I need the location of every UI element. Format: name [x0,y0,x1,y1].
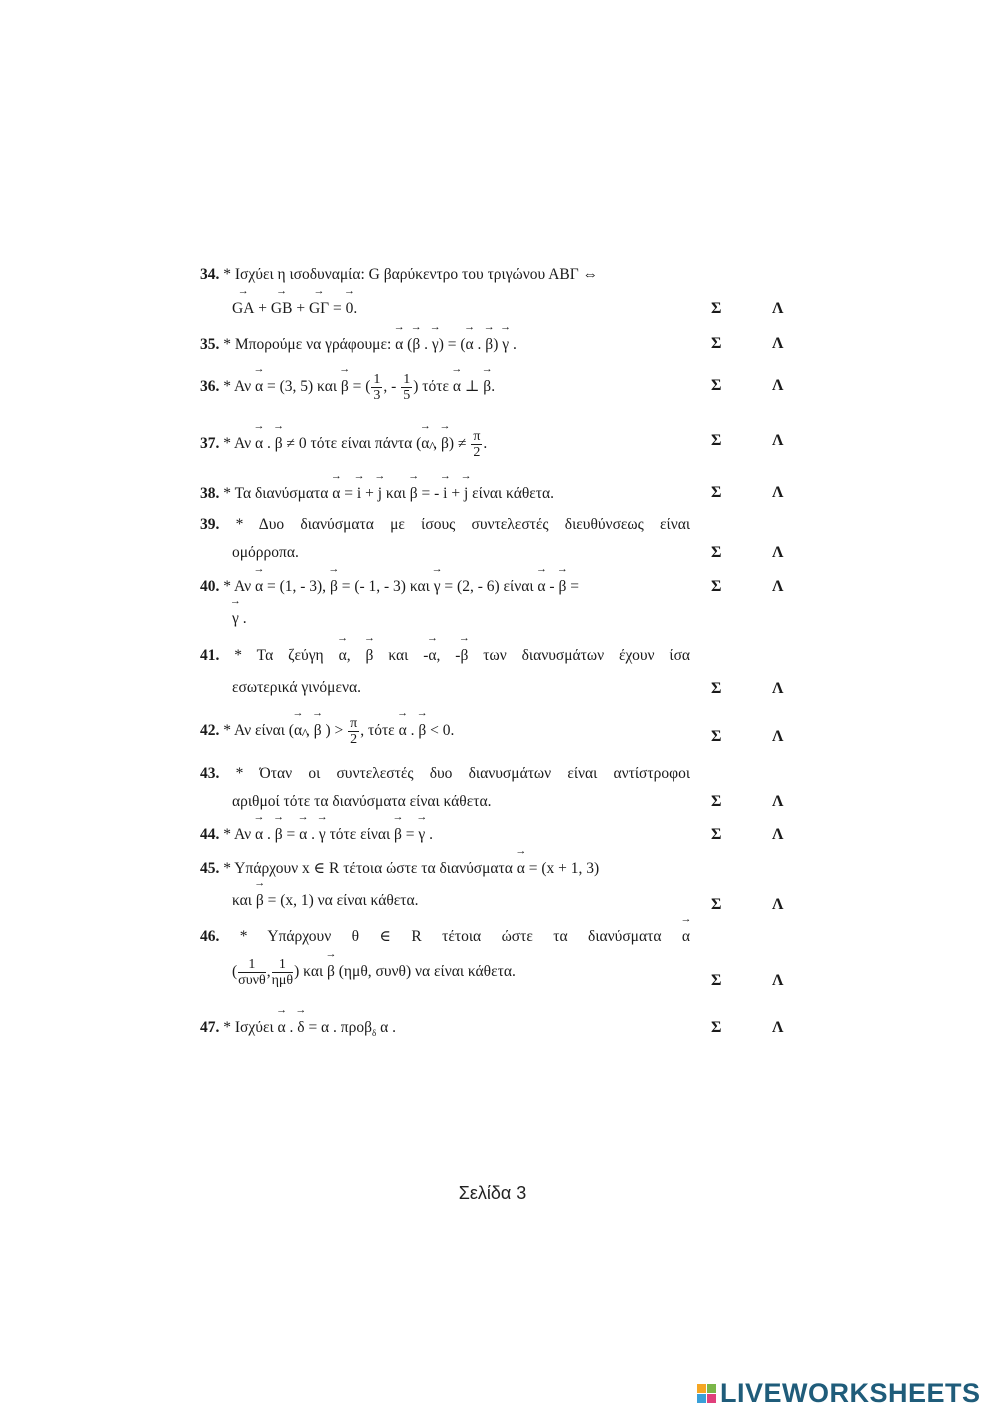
false-option-35[interactable]: Λ [772,335,784,352]
true-option-45[interactable]: Σ [711,896,722,913]
question-42: 42. * Αν είναι (→ α , → β ) > $\frac{\pi}{2}$ , τότε → α . → β < 0. [200,716,690,747]
true-option-39[interactable]: Σ [711,544,722,561]
question-44: 44. * Αν → α . → β = → α . → γ τότε είναι → β = → γ . [200,821,690,849]
question-43: 43. * Όταν οι συντελεστές δυο διανυσμάτων είναι αντίστροφοι αριθμοί τότε τα διανύσματα είναι κάθετα. [200,765,690,810]
question-36: 36. * Αν → α = (3, 5) και → β = ( $\frac{1}{3}$ , - $\frac{1}{5}$ ) τότε → α ⊥ → β. [200,372,690,403]
false-option-47[interactable]: Λ [772,1019,784,1036]
false-option-43[interactable]: Λ [772,793,784,810]
false-option-38[interactable]: Λ [772,484,784,501]
false-option-46[interactable]: Λ [772,972,784,989]
question-35: 35. * Μπορούμε να γράφουμε: → α (→ β . → γ) = (→ α . → β) → γ . [200,331,690,359]
liveworksheets-logo [697,1378,981,1408]
question-40: 40. * Αν → α = (1, - 3), → β = (- 1, - 3) και → γ = (2, - 6) είναι → α - → β = → γ . [200,573,690,633]
true-option-40[interactable]: Σ [711,578,722,595]
true-option-44[interactable]: Σ [711,826,722,843]
true-option-42[interactable]: Σ [711,728,722,745]
question-45: 45. * Υπάρχουν x ∈ R τέτοια ώστε τα διανύσματα → α = (x + 1, 3) και → β = (x, 1) να είναι κάθετα. [200,855,690,915]
true-option-46[interactable]: Σ [711,972,722,989]
true-option-41[interactable]: Σ [711,680,722,697]
false-option-39[interactable]: Λ [772,544,784,561]
page-number: Σελίδα 3 [458,1183,527,1203]
question-34: 34. * Ισχύει η ισοδυναμία: G βαρύκεντρο του τριγώνου ΑΒΓ ⇔ → GA + → GB + → GΓ = → 0. [200,261,690,323]
false-option-44[interactable]: Λ [772,826,784,843]
false-option-34[interactable]: Λ [772,300,784,317]
question-41: 41. * Τα ζεύγη → α, → β και -→ α, -→ β των διανυσμάτων έχουν ίσα εσωτερικά γινόμενα. [200,642,690,702]
question-37: 37. * Αν → α . → β ≠ 0 τότε είναι πάντα (→ α , → β) ≠ $\frac{\pi}{2}$ . [200,429,690,460]
false-option-42[interactable]: Λ [772,728,784,745]
true-option-43[interactable]: Σ [711,793,722,810]
true-option-38[interactable]: Σ [711,484,722,501]
true-option-36[interactable]: Σ [711,377,722,394]
true-option-47[interactable]: Σ [711,1019,722,1036]
question-46: 46. * Υπάρχουν θ ∈ R τέτοια ώστε τα διανύσματα → α ( $\frac{1}{\text{συνθ}}$ , $\frac{1}{\text{ημθ}}$ ) και → β (ημθ, συνθ) να είναι κάθετα. [200,923,690,988]
question-47: 47. * Ισχύει → α . → δ = α . προβ$_\delta$ α . [200,1014,690,1047]
true-option-34[interactable]: Σ [711,300,722,317]
false-option-40[interactable]: Λ [772,578,784,595]
true-option-37[interactable]: Σ [711,432,722,449]
false-option-41[interactable]: Λ [772,680,784,697]
false-option-45[interactable]: Λ [772,896,784,913]
question-38: 38. * Τα διανύσματα → α = → i + → j και → β = - → i + → j είναι κάθετα. [200,480,690,508]
logo-mark-icon [697,1384,716,1403]
question-39: 39. * Δυο διανύσματα με ίσους συντελεστές διευθύνσεως είναι ομόρροπα. [200,516,691,561]
false-option-36[interactable]: Λ [772,377,784,394]
true-option-35[interactable]: Σ [711,335,722,352]
logo-text: LIVEWORKSHEETS [720,1377,981,1408]
false-option-37[interactable]: Λ [772,432,784,449]
